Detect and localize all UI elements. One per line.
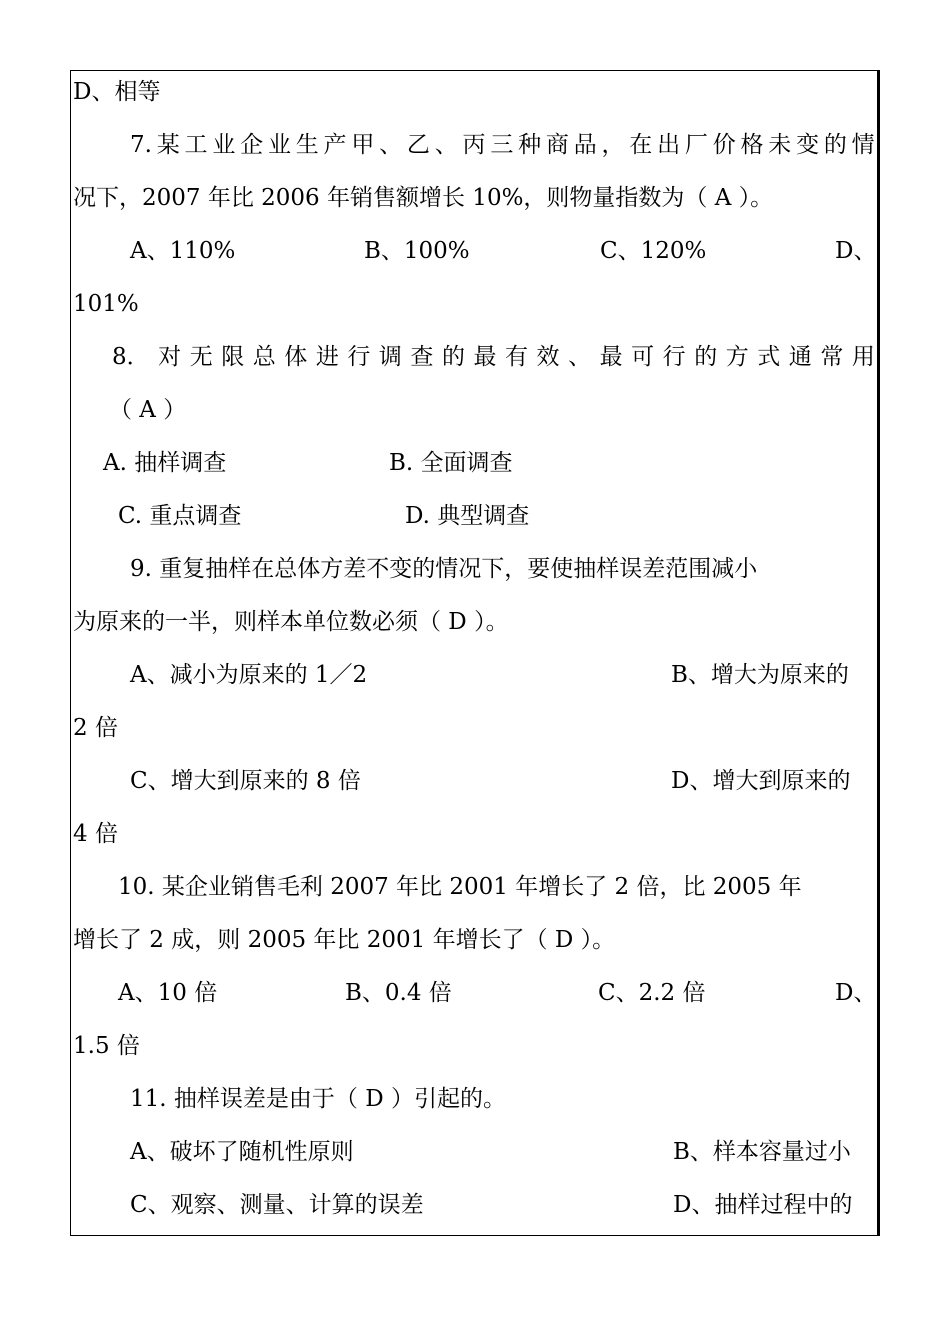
question-7-option-d: D、 bbox=[835, 238, 877, 264]
q8a-char: 进 bbox=[315, 344, 339, 370]
question-11-option-b: B、样本容量过小 bbox=[673, 1139, 851, 1165]
question-8-option-a: A. 抽样调查 bbox=[103, 450, 227, 476]
question-10-option-a: A、10 倍 bbox=[118, 980, 218, 1006]
q7a-char: 某 bbox=[156, 132, 180, 158]
q7a-char: 厂 bbox=[684, 132, 708, 158]
question-10-stem-line-2 bbox=[73, 920, 875, 960]
question-9-options-row-2 bbox=[73, 761, 875, 801]
question-9-option-c: C、增大到原来的 8 倍 bbox=[130, 768, 361, 794]
question-7-option-d-wrap: 101% bbox=[73, 291, 139, 317]
q7a-char: 情 bbox=[851, 132, 875, 158]
question-9-option-d-wrap: 4 倍 bbox=[73, 821, 118, 847]
question-11-stem-line bbox=[73, 1079, 875, 1119]
q8a-char: 、 bbox=[568, 344, 592, 370]
question-7-option-d-wrap-line bbox=[73, 284, 875, 324]
question-9-stem-line-2 bbox=[73, 602, 875, 642]
q8a-char: 查 bbox=[410, 344, 434, 370]
q8a-char: 最 bbox=[473, 344, 497, 370]
question-11-option-a: A、破坏了随机性原则 bbox=[130, 1139, 354, 1165]
q7a-char: 变 bbox=[796, 132, 820, 158]
question-8-option-b: B. 全面调查 bbox=[389, 450, 513, 476]
question-8-options-row-2 bbox=[73, 496, 875, 536]
q7a-char: 甲 bbox=[351, 132, 375, 158]
q7a-char: 业 bbox=[267, 132, 291, 158]
q8a-char: 总 bbox=[252, 344, 276, 370]
question-9-stem-line-1 bbox=[73, 549, 875, 589]
option-d-equal: D、相等 bbox=[73, 79, 161, 105]
question-7-stem-line-2 bbox=[73, 178, 875, 218]
q7a-char: 商 bbox=[545, 132, 569, 158]
q8a-char: 体 bbox=[284, 344, 308, 370]
question-11-option-d: D、抽样过程中的 bbox=[673, 1192, 853, 1218]
q8a-char: 用 bbox=[851, 344, 875, 370]
question-7-option-b: B、100% bbox=[364, 238, 470, 264]
question-7-option-a: A、110% bbox=[130, 238, 236, 264]
question-10-stem-continued: 增长了 2 成，则 2005 年比 2001 年增长了（ D ）。 bbox=[73, 927, 616, 953]
q7a-char: 7. bbox=[130, 132, 152, 158]
question-9-option-d-wrap-line bbox=[73, 814, 875, 854]
q8a-char: 方 bbox=[725, 344, 749, 370]
question-7-stem-justified bbox=[130, 125, 875, 165]
q7a-char: 价 bbox=[712, 132, 736, 158]
q7a-char: 企 bbox=[240, 132, 264, 158]
q7a-char: 的 bbox=[823, 132, 847, 158]
q7a-char: 业 bbox=[212, 132, 236, 158]
question-9-option-b-wrap-line bbox=[73, 708, 875, 748]
q8a-char: 通 bbox=[788, 344, 812, 370]
q7a-char: ， bbox=[601, 132, 625, 158]
question-9-option-d: D、增大到原来的 bbox=[671, 768, 851, 794]
question-9-options-row-1 bbox=[73, 655, 875, 695]
question-11-options-row-1 bbox=[73, 1132, 875, 1172]
question-7-stem-continued: 况下，2007 年比 2006 年销售额增长 10%，则物量指数为（ A ）。 bbox=[73, 185, 774, 211]
question-9-option-a: A、减小为原来的 1／2 bbox=[130, 662, 368, 688]
question-9-option-b-wrap: 2 倍 bbox=[73, 715, 118, 741]
question-9-stem-continued: 为原来的一半，则样本单位数必须（ D ）。 bbox=[73, 609, 509, 635]
question-9-option-b: B、增大为原来的 bbox=[671, 662, 849, 688]
q7a-char: 工 bbox=[184, 132, 208, 158]
q8a-char: 8． bbox=[112, 344, 150, 370]
q8a-char: 的 bbox=[694, 344, 718, 370]
q8a-char: 行 bbox=[662, 344, 686, 370]
question-7-option-c: C、120% bbox=[600, 238, 707, 264]
question-8-option-c: C. 重点调查 bbox=[118, 503, 242, 529]
question-11-stem: 11. 抽样误差是由于（ D ）引起的。 bbox=[130, 1086, 506, 1112]
q8a-char: 的 bbox=[441, 344, 465, 370]
q7a-char: 格 bbox=[740, 132, 764, 158]
q7a-char: 乙 bbox=[406, 132, 430, 158]
q8a-char: 限 bbox=[221, 344, 245, 370]
question-10-stem-line-1 bbox=[73, 867, 875, 907]
q7a-char: 出 bbox=[657, 132, 681, 158]
q7a-char: 种 bbox=[518, 132, 542, 158]
question-7-stem-line-1 bbox=[130, 125, 875, 165]
q7a-char: 生 bbox=[295, 132, 319, 158]
q7a-char: 未 bbox=[768, 132, 792, 158]
q8a-char: 最 bbox=[599, 344, 623, 370]
q7a-char: 三 bbox=[490, 132, 514, 158]
question-8-stem-line-2 bbox=[73, 390, 875, 430]
q8a-char: 效 bbox=[536, 344, 560, 370]
question-11-option-c: C、观察、测量、计算的误差 bbox=[130, 1192, 424, 1218]
q7a-char: 产 bbox=[323, 132, 347, 158]
answer-option-line bbox=[73, 72, 875, 112]
question-10-option-d-wrap: 1.5 倍 bbox=[73, 1033, 140, 1059]
question-8-stem-line-1 bbox=[112, 337, 875, 377]
question-10-option-d-wrap-line bbox=[73, 1026, 875, 1066]
question-8-options-row-1 bbox=[73, 443, 875, 483]
q7a-char: 在 bbox=[629, 132, 653, 158]
q8a-char: 常 bbox=[820, 344, 844, 370]
q8a-char: 行 bbox=[347, 344, 371, 370]
question-10-options bbox=[73, 973, 875, 1013]
question-9-stem: 9. 重复抽样在总体方差不变的情况下，要使抽样误差范围减小 bbox=[130, 556, 758, 582]
question-11-options-row-2 bbox=[73, 1185, 875, 1225]
q7a-char: 品 bbox=[573, 132, 597, 158]
q8a-char: 可 bbox=[631, 344, 655, 370]
question-7-options bbox=[73, 231, 875, 271]
q8a-char: 对 bbox=[158, 344, 182, 370]
q8a-char: 有 bbox=[505, 344, 529, 370]
question-8-stem-justified bbox=[112, 337, 875, 377]
q8a-char: 式 bbox=[757, 344, 781, 370]
q7a-char: 、 bbox=[379, 132, 403, 158]
question-8-option-d: D. 典型调查 bbox=[405, 503, 530, 529]
question-10-stem: 10. 某企业销售毛利 2007 年比 2001 年增长了 2 倍，比 2005 年 bbox=[118, 874, 802, 900]
question-8-answer-blank: （ A ） bbox=[109, 397, 187, 423]
q8a-char: 调 bbox=[378, 344, 402, 370]
q8a-char: 无 bbox=[189, 344, 213, 370]
question-10-option-b: B、0.4 倍 bbox=[345, 980, 452, 1006]
q7a-char: 丙 bbox=[462, 132, 486, 158]
q7a-char: 、 bbox=[434, 132, 458, 158]
question-10-option-c: C、2.2 倍 bbox=[598, 980, 706, 1006]
question-10-option-d: D、 bbox=[835, 980, 877, 1006]
